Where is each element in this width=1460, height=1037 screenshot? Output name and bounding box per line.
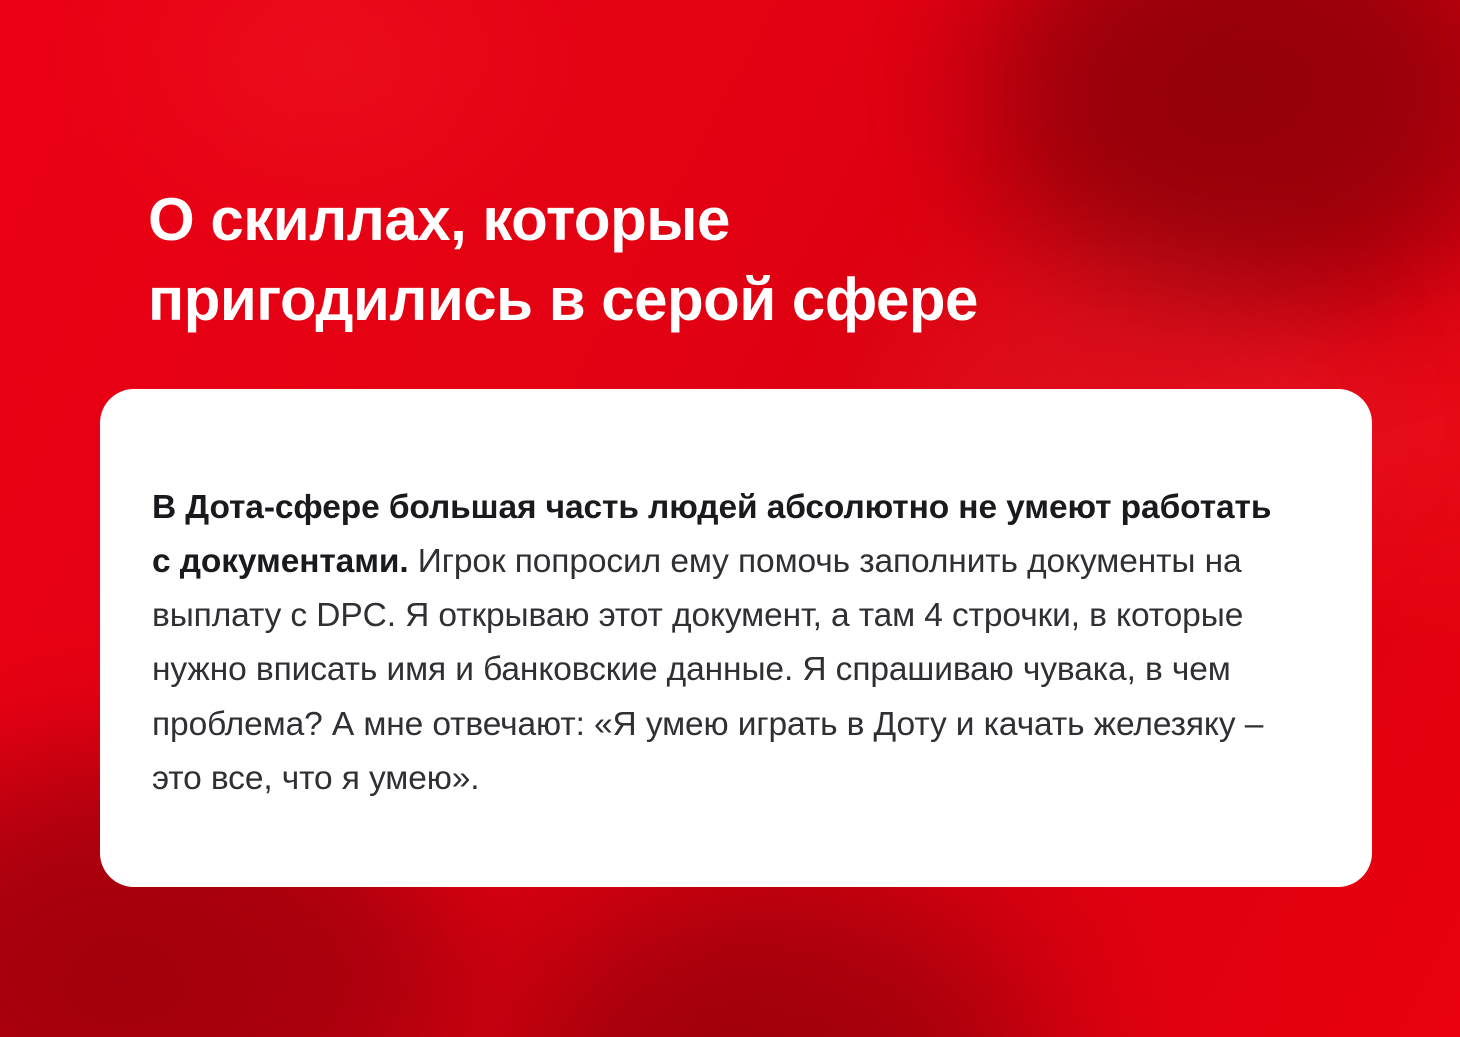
- page-title-line-1: О скиллах, которые: [148, 186, 730, 254]
- page-title-line-2: пригодились в серой сфере: [148, 265, 978, 333]
- background-blob-bottom-center: [520, 897, 1040, 1037]
- quote-body: Игрок попросил ему помочь заполнить документы на выплату с DPC. Я открываю этот документ, а там 4 строчки, в которые нужно вписать имя и банковские данные. Я спрашиваю чувака, в чем проблема? А мне отвечают: «Я умею играть в Доту и качать железяку – это все, что я умею».: [152, 542, 1264, 797]
- quote-card: [100, 389, 1372, 887]
- page-title: [148, 180, 1298, 340]
- quote-lead: В Дота-сфере большая часть людей абсолютно не умеют работать с документами.: [152, 488, 1272, 580]
- quote-text: [152, 481, 1294, 807]
